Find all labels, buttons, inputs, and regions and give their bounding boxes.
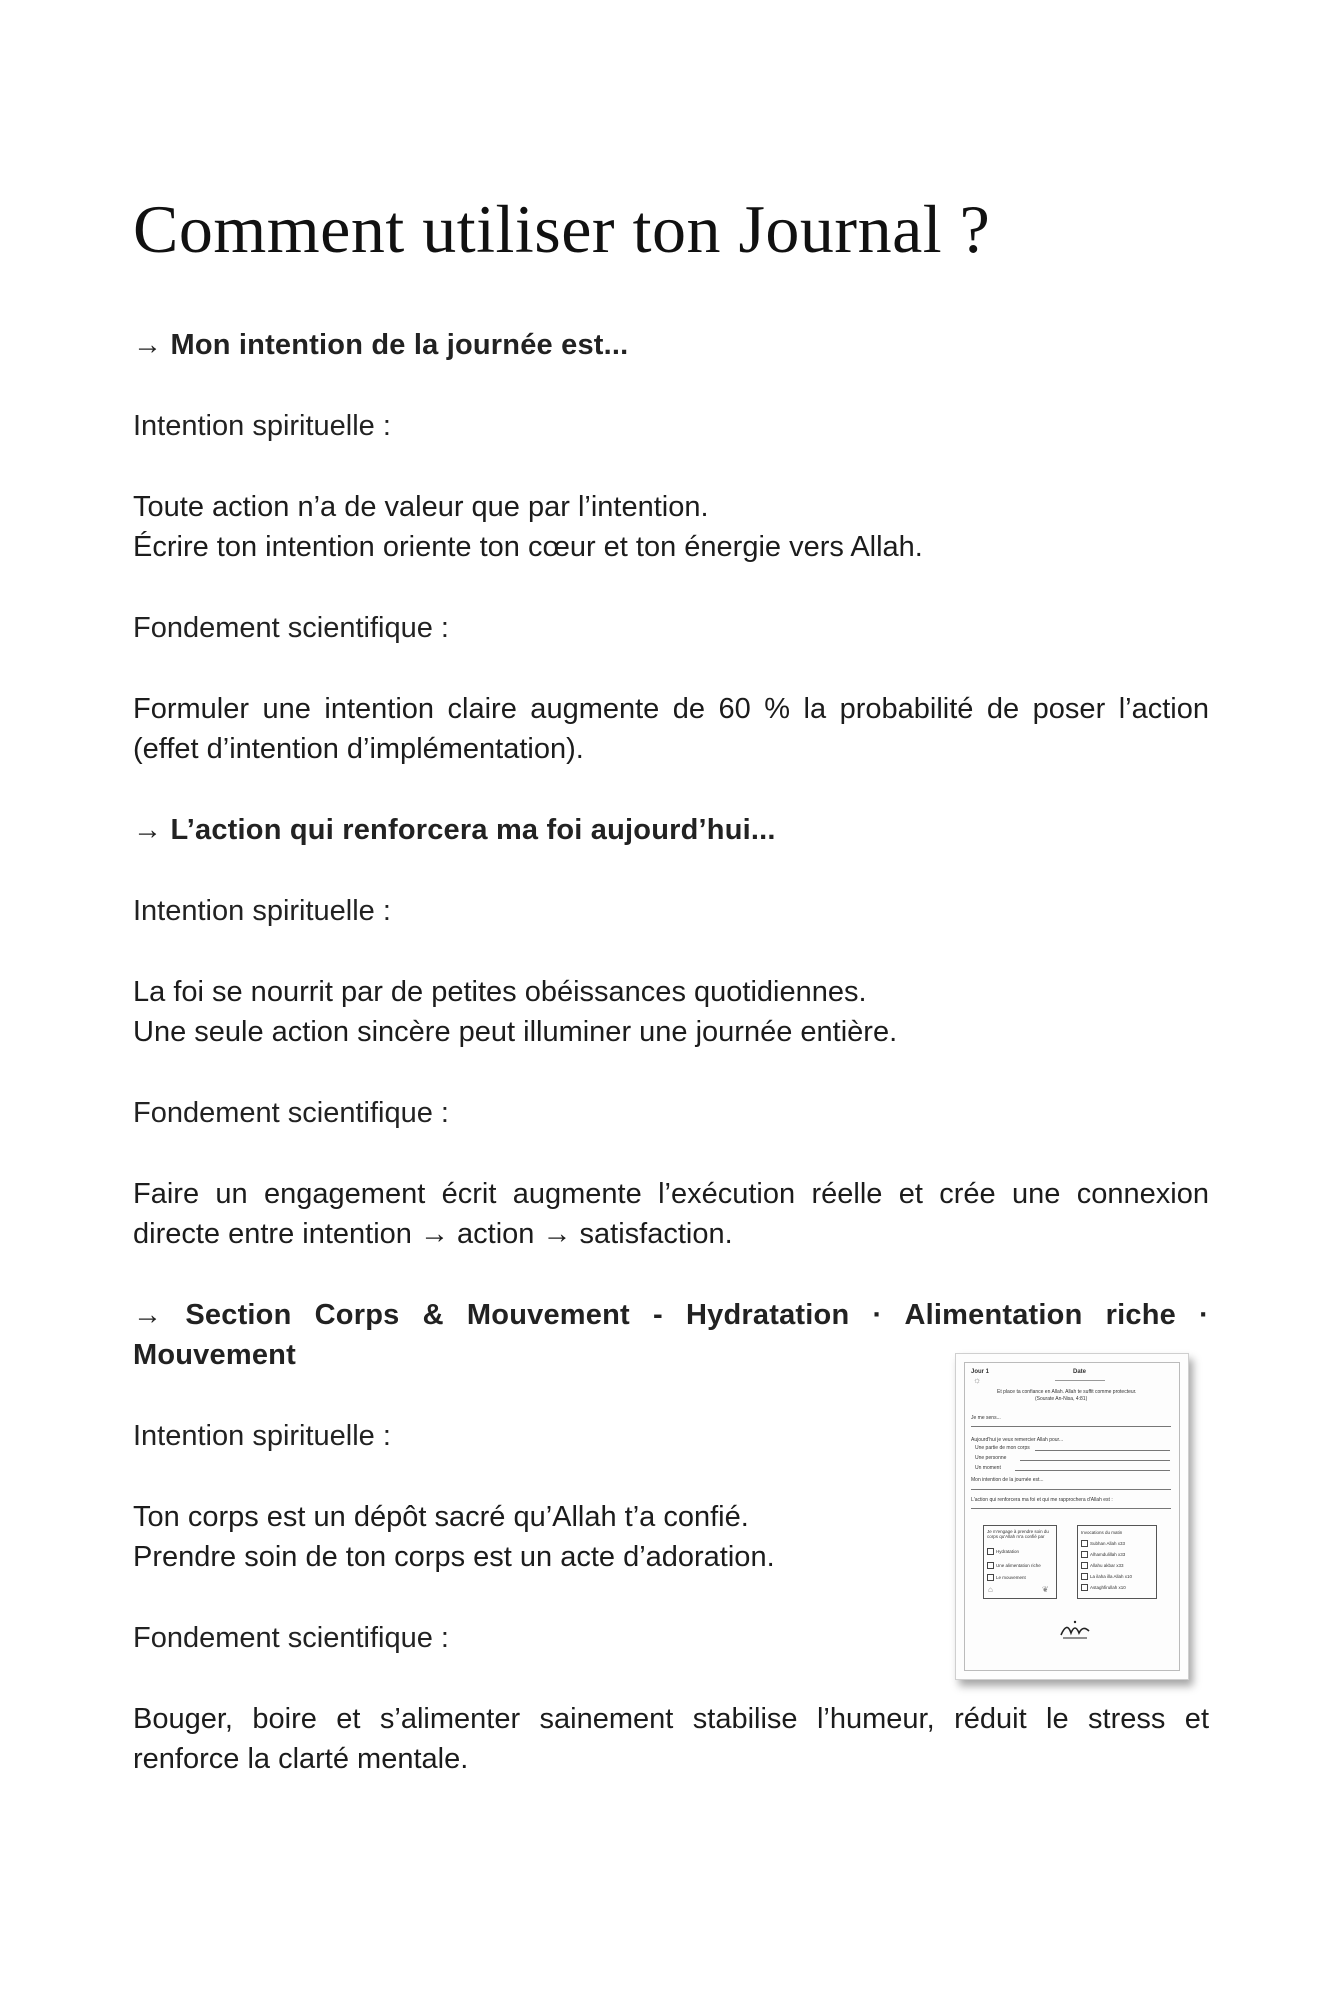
thumb-body-item (987, 1548, 1019, 1555)
thumb-invoc-item-label: Astaghfirullah x10 (1090, 1585, 1126, 1590)
science-label: Fondement scientifique : (133, 612, 449, 644)
thumb-thank: Aujourd'hui je veux remercier Allah pour... (971, 1437, 1064, 1443)
thumb-invoc-item (1081, 1573, 1132, 1580)
checkbox-icon (1081, 1551, 1088, 1558)
bottle-icon: ⌂ (988, 1585, 993, 1594)
thumb-invoc-item-label: Alhamdulillah x33 (1090, 1552, 1126, 1557)
thumb-invocations-box (1077, 1525, 1157, 1599)
checkbox-icon (987, 1574, 994, 1581)
thumb-invoc-item (1081, 1562, 1124, 1569)
checkbox-icon (1081, 1540, 1088, 1547)
science-label: Fondement scientifique : (133, 1622, 449, 1654)
thumb-body-item-label: Hydratation (996, 1549, 1020, 1554)
thumb-body-item-label: Une alimentation riche (996, 1563, 1041, 1568)
sun-icon: ☼ (973, 1375, 982, 1385)
spiritual-text (133, 487, 1209, 567)
spiritual-line: Écrire ton intention oriente ton cœur et ton énergie vers Allah. (133, 531, 923, 563)
thumb-invoc-item-label: Subhan Allah x33 (1090, 1541, 1126, 1546)
thumb-day: Jour 1 (971, 1369, 990, 1375)
science-label: Fondement scientifique : (133, 1097, 449, 1129)
thumbnail-frame (964, 1362, 1180, 1671)
leaf-icon: ❦ (1042, 1585, 1049, 1594)
checkbox-icon (987, 1548, 994, 1555)
calligraphy-logo-icon (1057, 1617, 1093, 1643)
checkbox-icon (1081, 1573, 1088, 1580)
thumb-body-box (983, 1525, 1057, 1599)
thumb-thank-item: Une personne (975, 1455, 1007, 1461)
thumb-invoc-item-label: Allahu akbar x33 (1090, 1563, 1124, 1568)
write-line (971, 1426, 1171, 1427)
thumb-feel: Je me sens... (971, 1415, 1001, 1421)
section-heading-body: → Section Corps & Mouvement - Hydratation · Alimentation riche · Mouvement (133, 1299, 1209, 1371)
thumb-body-item (987, 1562, 1041, 1569)
thumb-thank-item: Une partie de mon corps (975, 1445, 1030, 1451)
science-text: Bouger, boire et s’alimenter sainement stabilise l’humeur, réduit le stress et renforce la clarté mentale. (133, 1703, 1209, 1775)
spiritual-line: Prendre soin de ton corps est un acte d’adoration. (133, 1541, 775, 1573)
thumb-intention: Mon intention de la journée est... (971, 1477, 1044, 1483)
spiritual-text (133, 972, 1209, 1052)
thumb-date: Date (1073, 1369, 1087, 1375)
section-heading-intention: → Mon intention de la journée est... (133, 329, 629, 361)
write-line (971, 1508, 1171, 1509)
thumb-body-item (987, 1574, 1026, 1581)
thumb-body-item-label: Le mouvement (996, 1575, 1026, 1580)
thumb-thank-item: Un moment (975, 1465, 1001, 1471)
thumb-verse: Et place ta confiance en Allah. Allah te suffit comme protecteur. (997, 1389, 1137, 1395)
date-line (1055, 1380, 1105, 1381)
journal-page-thumbnail (955, 1353, 1189, 1680)
spiritual-label: Intention spirituelle : (133, 410, 391, 442)
write-line (1020, 1460, 1170, 1461)
thumb-body-title: Je m'engage à prendre soin du corps qu'Allah m'a confié par (987, 1529, 1049, 1539)
spiritual-line: Toute action n’a de valeur que par l’intention. (133, 491, 709, 523)
spiritual-line: Ton corps est un dépôt sacré qu’Allah t’a confié. (133, 1501, 749, 1533)
checkbox-icon (1081, 1584, 1088, 1591)
spiritual-line: La foi se nourrit par de petites obéissances quotidiennes. (133, 976, 867, 1008)
section-heading-action: → L’action qui renforcera ma foi aujourd’hui... (133, 814, 776, 846)
page-title: Comment utiliser ton Journal ? (133, 191, 991, 267)
write-line (1035, 1450, 1170, 1451)
thumb-invoc-item (1081, 1540, 1125, 1547)
checkbox-icon (987, 1562, 994, 1569)
spiritual-line: Une seule action sincère peut illuminer une journée entière. (133, 1016, 898, 1048)
spiritual-label: Intention spirituelle : (133, 895, 391, 927)
write-line (1015, 1470, 1170, 1471)
thumb-ref: (Sourate An-Nisa, 4:81) (1035, 1396, 1088, 1402)
science-text: Formuler une intention claire augmente de 60 % la probabilité de poser l’action (effet d’intention d’implémentation). (133, 693, 1209, 765)
thumb-invoc-item-label: La ilaha illa Allah x10 (1090, 1574, 1133, 1579)
thumb-action: L'action qui renforcera ma foi et qui me rapprochera d'Allah est : (971, 1497, 1113, 1503)
science-text: Faire un engagement écrit augmente l’exécution réelle et crée une connexion directe entre intention → action → satisfaction. (133, 1178, 1209, 1250)
write-line (971, 1489, 1171, 1490)
checkbox-icon (1081, 1562, 1088, 1569)
thumb-invoc-title: Invocations du matin (1081, 1530, 1123, 1535)
thumb-invoc-item (1081, 1584, 1126, 1591)
spiritual-text (133, 1497, 913, 1577)
thumb-invoc-item (1081, 1551, 1125, 1558)
spiritual-label: Intention spirituelle : (133, 1420, 391, 1452)
